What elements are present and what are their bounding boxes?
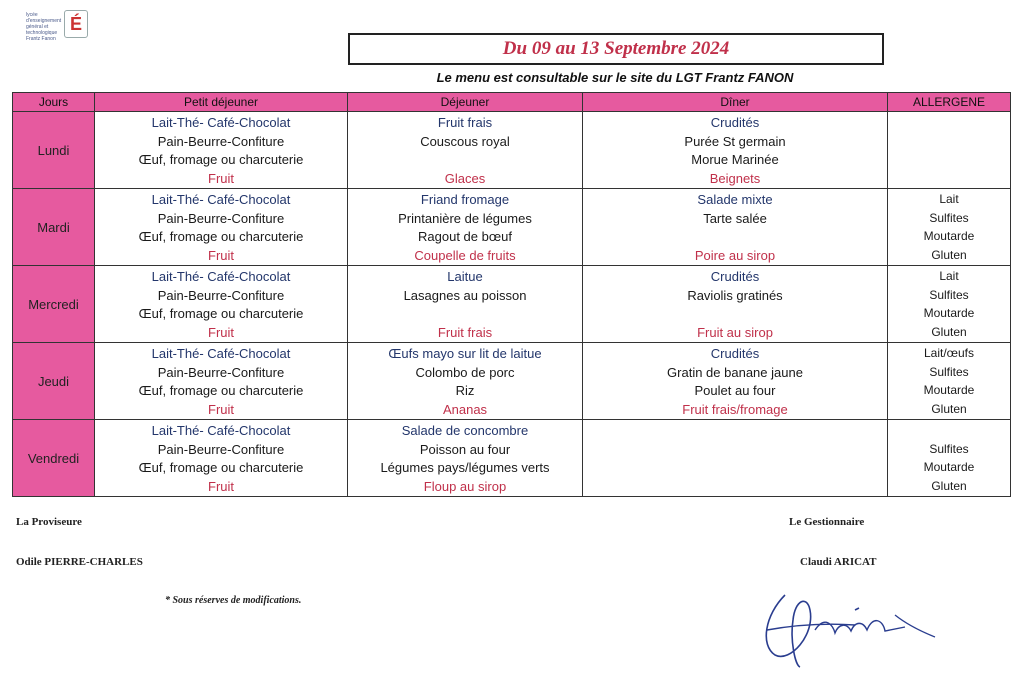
breakfast-item: Lait-Thé- Café-Chocolat [151, 115, 291, 130]
allergens-item: Sulfites [929, 210, 969, 225]
dinner-cell [583, 189, 888, 266]
col-header-lunch: Déjeuner [348, 93, 583, 112]
menu-title: Du 09 au 13 Septembre 2024 [348, 33, 884, 65]
lunch-cell [348, 343, 583, 420]
lunch-item: Riz [455, 383, 475, 398]
allergens-item: Sulfites [929, 364, 969, 379]
lunch-item [348, 150, 582, 169]
menu-row-vendredi [13, 420, 1011, 497]
dinner-item: Raviolis gratinés [687, 287, 783, 303]
breakfast-item: Œuf, fromage ou charcuterie [138, 229, 304, 244]
breakfast-item: Lait-Thé- Café-Chocolat [151, 192, 291, 207]
lunch-cell [348, 266, 583, 343]
dinner-item [583, 421, 887, 440]
allergens-item: Gluten [931, 401, 967, 416]
allergens-item: Moutarde [923, 460, 975, 474]
lunch-item: Légumes pays/légumes verts [380, 460, 550, 475]
dinner-item: Fruit frais/fromage [682, 401, 788, 417]
dinner-item: Crudités [710, 115, 760, 130]
dinner-cell [583, 420, 888, 497]
breakfast-cell [95, 112, 348, 189]
allergens-item: Sulfites [929, 441, 969, 456]
school-logo [20, 8, 92, 44]
disclaimer-note: * Sous réserves de modifications. [165, 595, 302, 606]
dinner-item: Crudités [710, 269, 760, 284]
breakfast-item: Pain-Beurre-Confiture [157, 287, 285, 303]
dinner-item: Fruit au sirop [697, 324, 773, 340]
allergens-item [888, 113, 1010, 132]
breakfast-item: Fruit [208, 324, 234, 340]
allergens-cell [888, 266, 1011, 343]
lunch-item: Ananas [442, 401, 488, 417]
allergens-item: Lait [939, 269, 959, 283]
allergens-item: Sulfites [929, 287, 969, 302]
breakfast-item: Pain-Beurre-Confiture [157, 133, 285, 149]
breakfast-item: Œuf, fromage ou charcuterie [138, 383, 304, 398]
dinner-item: Salade mixte [697, 192, 773, 207]
allergens-cell [888, 420, 1011, 497]
lunch-item: Colombo de porc [415, 364, 515, 380]
col-header-days: Jours [13, 93, 95, 112]
lunch-item: Floup au sirop [423, 478, 507, 494]
dinner-item: Purée St germain [684, 133, 786, 149]
breakfast-item: Œuf, fromage ou charcuterie [138, 460, 304, 475]
dinner-item: Poire au sirop [694, 247, 776, 263]
col-header-allergens: ALLERGENE [888, 93, 1011, 112]
dinner-item: Gratin de banane jaune [667, 364, 803, 380]
allergens-item: Lait [939, 192, 959, 206]
lunch-item: Laitue [447, 269, 483, 284]
allergens-item [888, 150, 1010, 169]
menu-row-mardi [13, 189, 1011, 266]
allergens-item [888, 421, 1010, 440]
day-label: Vendredi [13, 420, 95, 497]
breakfast-item: Œuf, fromage ou charcuterie [138, 306, 304, 321]
dinner-item: Crudités [710, 346, 760, 361]
lunch-item: Ragout de bœuf [418, 229, 512, 244]
breakfast-item: Lait-Thé- Café-Chocolat [151, 423, 291, 438]
breakfast-item: Fruit [208, 401, 234, 417]
allergens-item: Lait/œufs [923, 346, 974, 360]
dinner-cell [583, 266, 888, 343]
dinner-item: Tarte salée [703, 210, 767, 226]
menu-subtitle: Le menu est consultable sur le site du LGT Frantz FANON [436, 70, 794, 85]
logo-mark: É [64, 10, 88, 38]
dinner-item [583, 458, 887, 477]
dinner-item [583, 227, 887, 246]
breakfast-item: Fruit [208, 247, 234, 263]
lunch-item: Printanière de légumes [398, 210, 532, 226]
menu-row-mercredi [13, 266, 1011, 343]
lunch-item: Salade de concombre [401, 423, 529, 438]
lunch-item: Friand fromage [420, 192, 510, 207]
allergens-item: Moutarde [923, 229, 975, 243]
lunch-cell [348, 420, 583, 497]
dinner-cell [583, 112, 888, 189]
handwritten-signature [755, 575, 945, 670]
dinner-item [583, 440, 887, 459]
allergens-item: Moutarde [923, 383, 975, 397]
dinner-item [583, 304, 887, 323]
allergens-item: Gluten [931, 247, 967, 262]
breakfast-cell [95, 420, 348, 497]
lunch-item: Glaces [444, 170, 486, 186]
lunch-item: Œufs mayo sur lit de laitue [388, 346, 542, 361]
breakfast-item: Fruit [208, 170, 234, 186]
breakfast-cell [95, 189, 348, 266]
left-signatory-name: Odile PIERRE-CHARLES [16, 556, 143, 568]
day-label: Mercredi [13, 266, 95, 343]
lunch-item: Poisson au four [419, 441, 511, 457]
allergens-item [888, 169, 1010, 188]
menu-row-jeudi [13, 343, 1011, 420]
dinner-item [583, 477, 887, 496]
lunch-item: Fruit frais [437, 115, 493, 130]
lunch-item: Couscous royal [420, 133, 510, 149]
dinner-item: Morue Marinée [691, 152, 779, 167]
logo-text: lycée d'enseignement général et technologique Frantz Fanon [26, 12, 62, 42]
lunch-cell [348, 112, 583, 189]
lunch-item: Lasagnes au poisson [403, 287, 527, 303]
right-signatory-role: Le Gestionnaire [789, 516, 865, 528]
breakfast-item: Œuf, fromage ou charcuterie [138, 152, 304, 167]
allergens-cell [888, 343, 1011, 420]
allergens-item: Gluten [931, 478, 967, 493]
lunch-item [348, 304, 582, 323]
col-header-breakfast: Petit déjeuner [95, 93, 348, 112]
breakfast-item: Lait-Thé- Café-Chocolat [151, 346, 291, 361]
allergens-cell [888, 189, 1011, 266]
allergens-cell [888, 112, 1011, 189]
breakfast-item: Lait-Thé- Café-Chocolat [151, 269, 291, 284]
lunch-item: Coupelle de fruits [414, 247, 516, 263]
breakfast-item: Pain-Beurre-Confiture [157, 210, 285, 226]
dinner-item: Beignets [709, 170, 761, 186]
header-row [13, 93, 1011, 112]
right-signatory-name: Claudi ARICAT [800, 556, 877, 568]
breakfast-item: Fruit [208, 478, 234, 494]
breakfast-item: Pain-Beurre-Confiture [157, 441, 285, 457]
day-label: Lundi [13, 112, 95, 189]
day-label: Jeudi [13, 343, 95, 420]
breakfast-cell [95, 343, 348, 420]
menu-row-lundi [13, 112, 1011, 189]
menu-table [12, 92, 1011, 497]
col-header-dinner: Dîner [583, 93, 888, 112]
dinner-cell [583, 343, 888, 420]
day-label: Mardi [13, 189, 95, 266]
allergens-item: Moutarde [923, 306, 975, 320]
dinner-item: Poulet au four [694, 383, 776, 398]
breakfast-cell [95, 266, 348, 343]
lunch-item: Fruit frais [437, 324, 493, 340]
allergens-item [888, 132, 1010, 151]
lunch-cell [348, 189, 583, 266]
breakfast-item: Pain-Beurre-Confiture [157, 364, 285, 380]
allergens-item: Gluten [931, 324, 967, 339]
left-signatory-role: La Proviseure [16, 516, 82, 528]
